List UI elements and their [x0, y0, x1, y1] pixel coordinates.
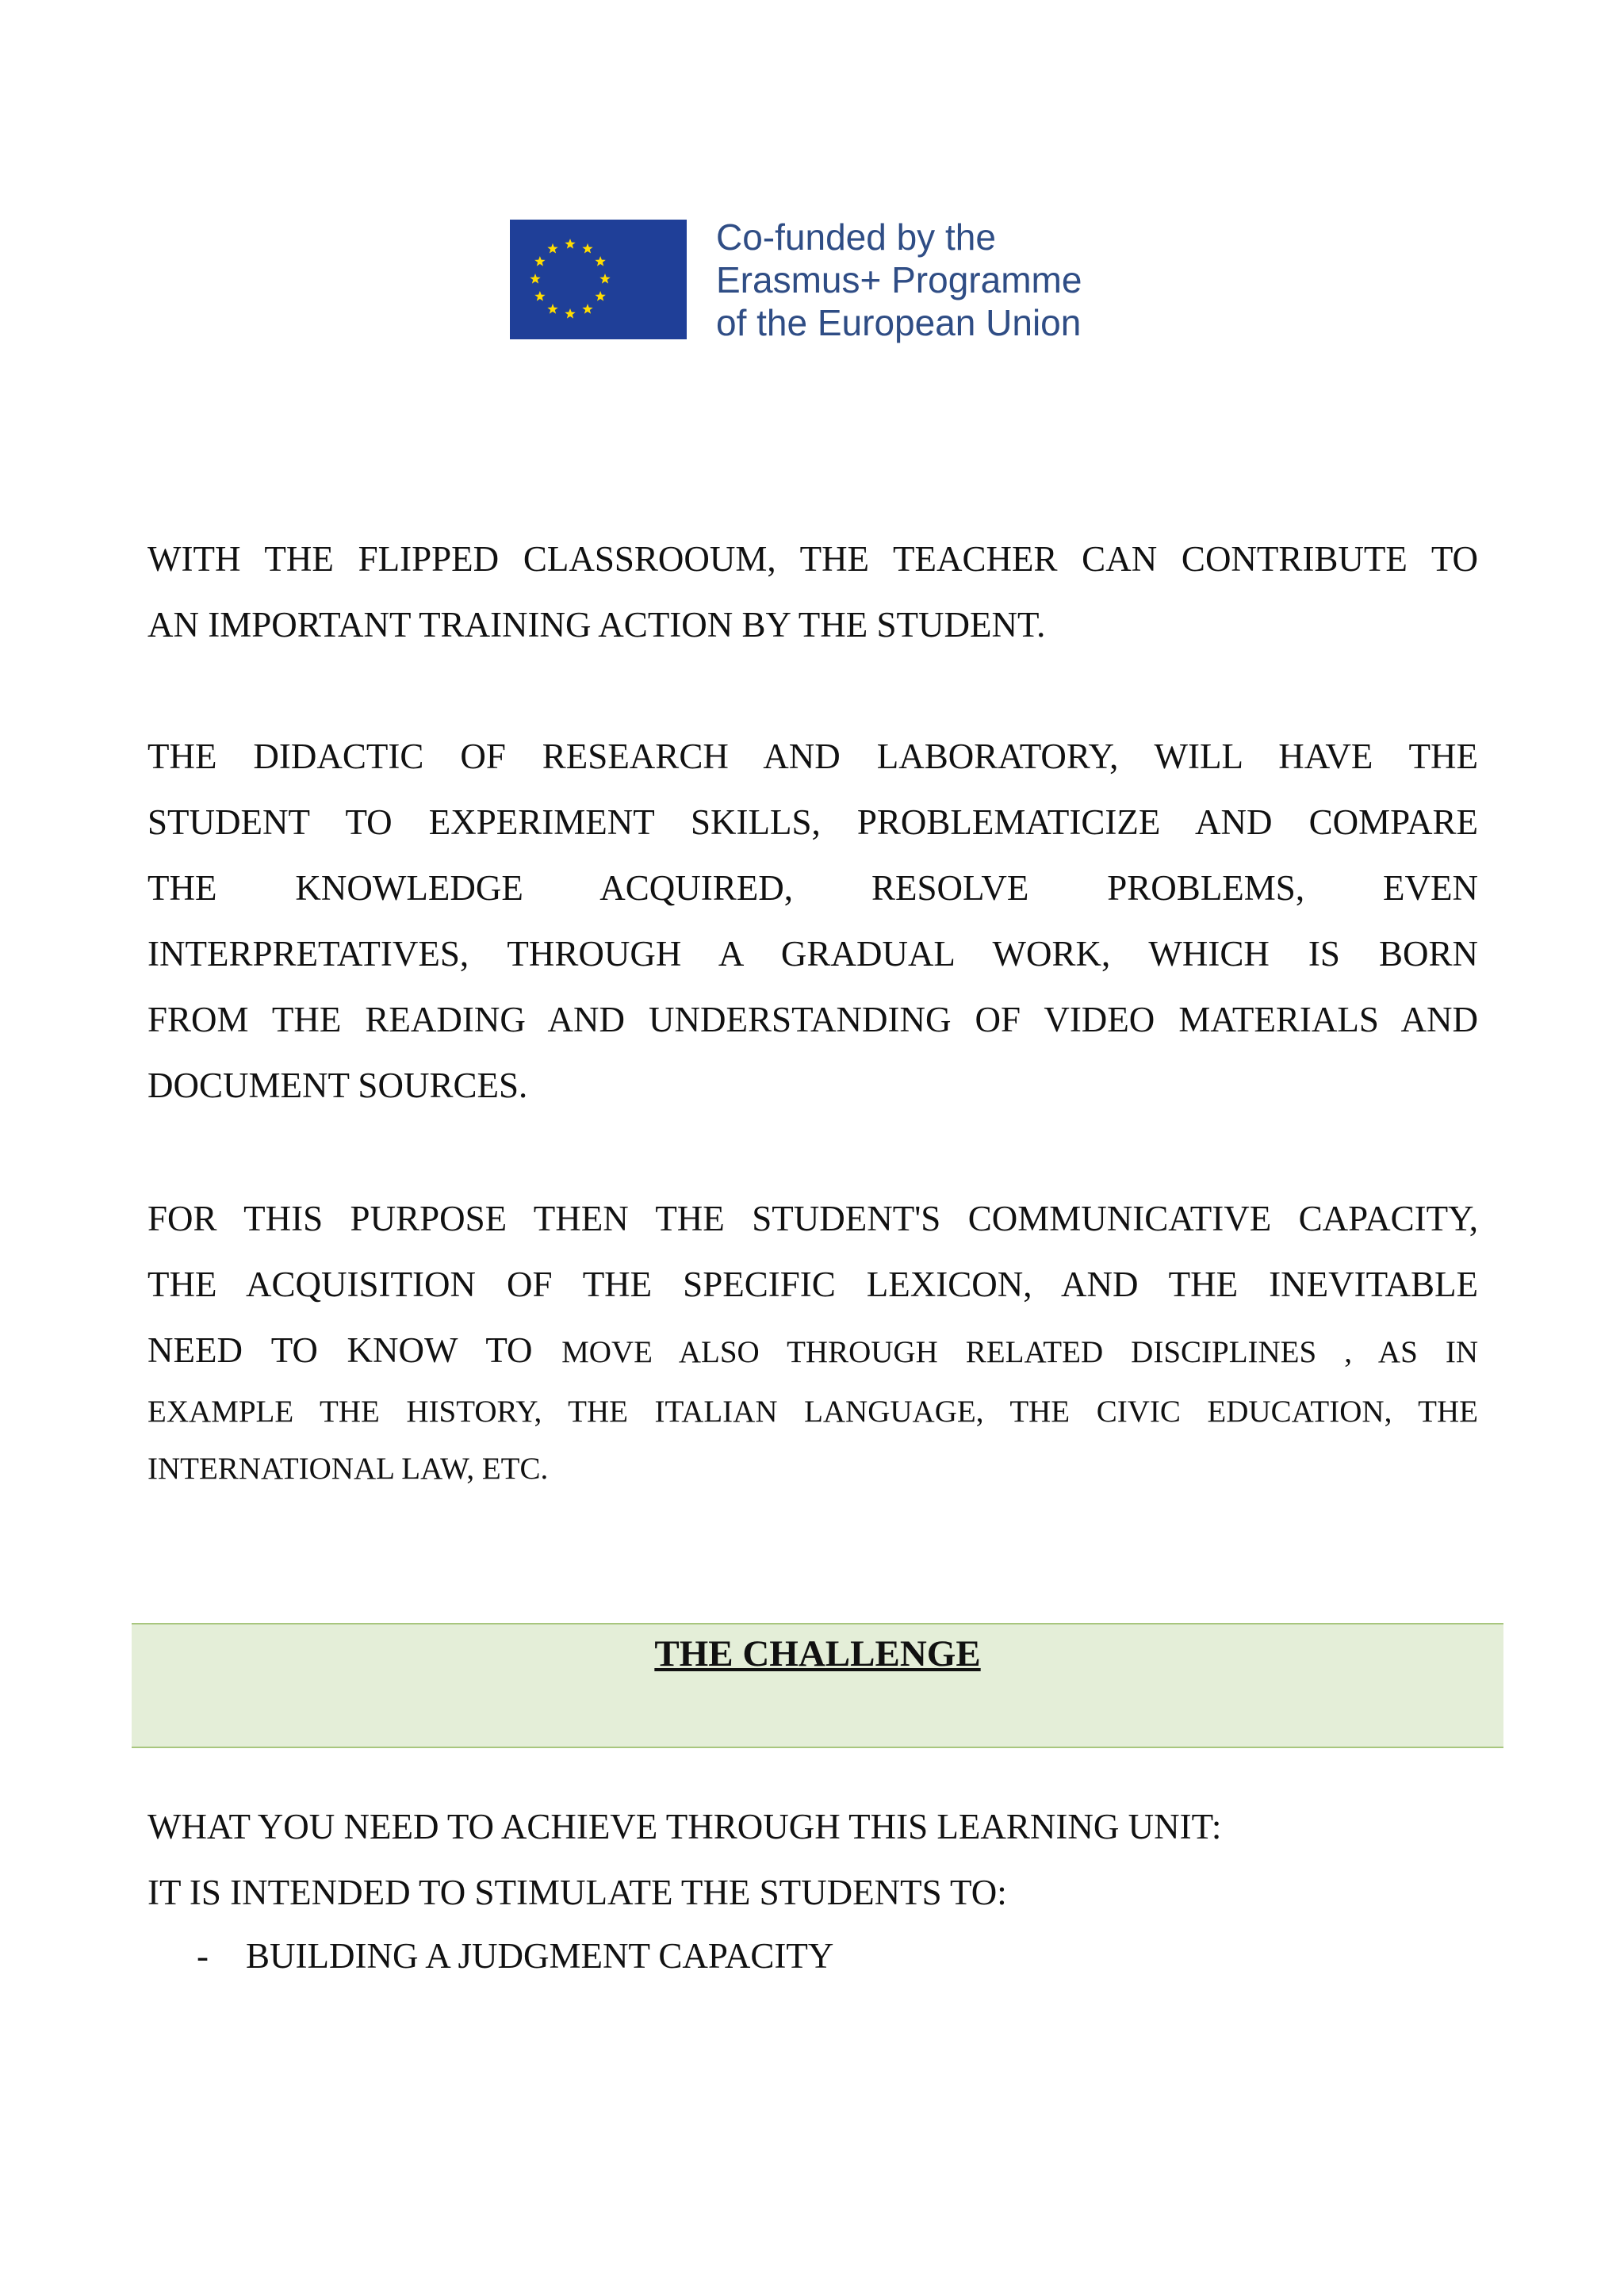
achieve-line-1: WHAT YOU NEED TO ACHIEVE THROUGH THIS LEARNING UNIT:: [147, 1807, 1222, 1846]
paragraph-didactic-research: [147, 724, 1478, 1119]
paragraph3-line-3: [147, 1318, 1478, 1383]
paragraph3-line-3-large: NEED TO KNOW TO: [147, 1330, 533, 1370]
paragraph-communicative-capacity: [147, 1186, 1478, 1498]
paragraph1-line-1: WITH THE FLIPPED CLASSROOUM, THE TEACHER CAN CONTRIBUTE TO: [147, 539, 1478, 579]
paragraph3-line-5: INTERNATIONAL LAW, ETC.: [147, 1452, 549, 1486]
bullet-item: [197, 1923, 833, 1989]
paragraph1-line-2: AN IMPORTANT TRAINING ACTION BY THE STUDENT.: [147, 605, 1046, 645]
challenge-title: THE CHALLENGE: [654, 1633, 981, 1674]
eu-flag-icon: [510, 220, 687, 339]
logo-line-2: Erasmus+ Programme: [716, 259, 1082, 300]
challenge-banner: [132, 1623, 1503, 1748]
paragraph3-line-1: FOR THIS PURPOSE THEN THE STUDENT'S COMMUNICATIVE CAPACITY,: [147, 1199, 1478, 1238]
achieve-line-2: IT IS INTENDED TO STIMULATE THE STUDENTS TO:: [147, 1873, 1007, 1912]
paragraph-flipped-classroom: [147, 526, 1478, 658]
bullet-text: BUILDING A JUDGMENT CAPACITY: [246, 1936, 834, 1976]
paragraph2-line-5: FROM THE READING AND UNDERSTANDING OF VIDEO MATERIALS AND: [147, 1000, 1478, 1039]
achieve-section: [147, 1794, 1478, 1926]
logo-line-3: of the European Union: [716, 302, 1082, 343]
eu-stars-circle: [510, 220, 687, 339]
paragraph3-line-2: THE ACQUISITION OF THE SPECIFIC LEXICON, AND THE INEVITABLE: [147, 1265, 1478, 1304]
paragraph2-line-2: STUDENT TO EXPERIMENT SKILLS, PROBLEMATICIZE AND COMPARE: [147, 802, 1478, 842]
paragraph3-line-4: EXAMPLE THE HISTORY, THE ITALIAN LANGUAGE, THE CIVIC EDUCATION, THE: [147, 1395, 1478, 1429]
paragraph3-line-3-small: MOVE ALSO THROUGH RELATED DISCIPLINES , AS IN: [561, 1335, 1479, 1369]
erasmus-cofunded-logo: [510, 216, 1097, 344]
bullet-marker: -: [197, 1936, 209, 1976]
paragraph2-line-3: THE KNOWLEDGE ACQUIRED, RESOLVE PROBLEMS, EVEN: [147, 868, 1478, 908]
paragraph2-line-4: INTERPRETATIVES, THROUGH A GRADUAL WORK, WHICH IS BORN: [147, 934, 1478, 974]
logo-line-1: Co-funded by the: [716, 216, 996, 258]
paragraph2-line-6: DOCUMENT SOURCES.: [147, 1066, 528, 1105]
paragraph2-line-1: THE DIDACTIC OF RESEARCH AND LABORATORY, WILL HAVE THE: [147, 737, 1478, 776]
logo-caption: [716, 216, 1082, 344]
